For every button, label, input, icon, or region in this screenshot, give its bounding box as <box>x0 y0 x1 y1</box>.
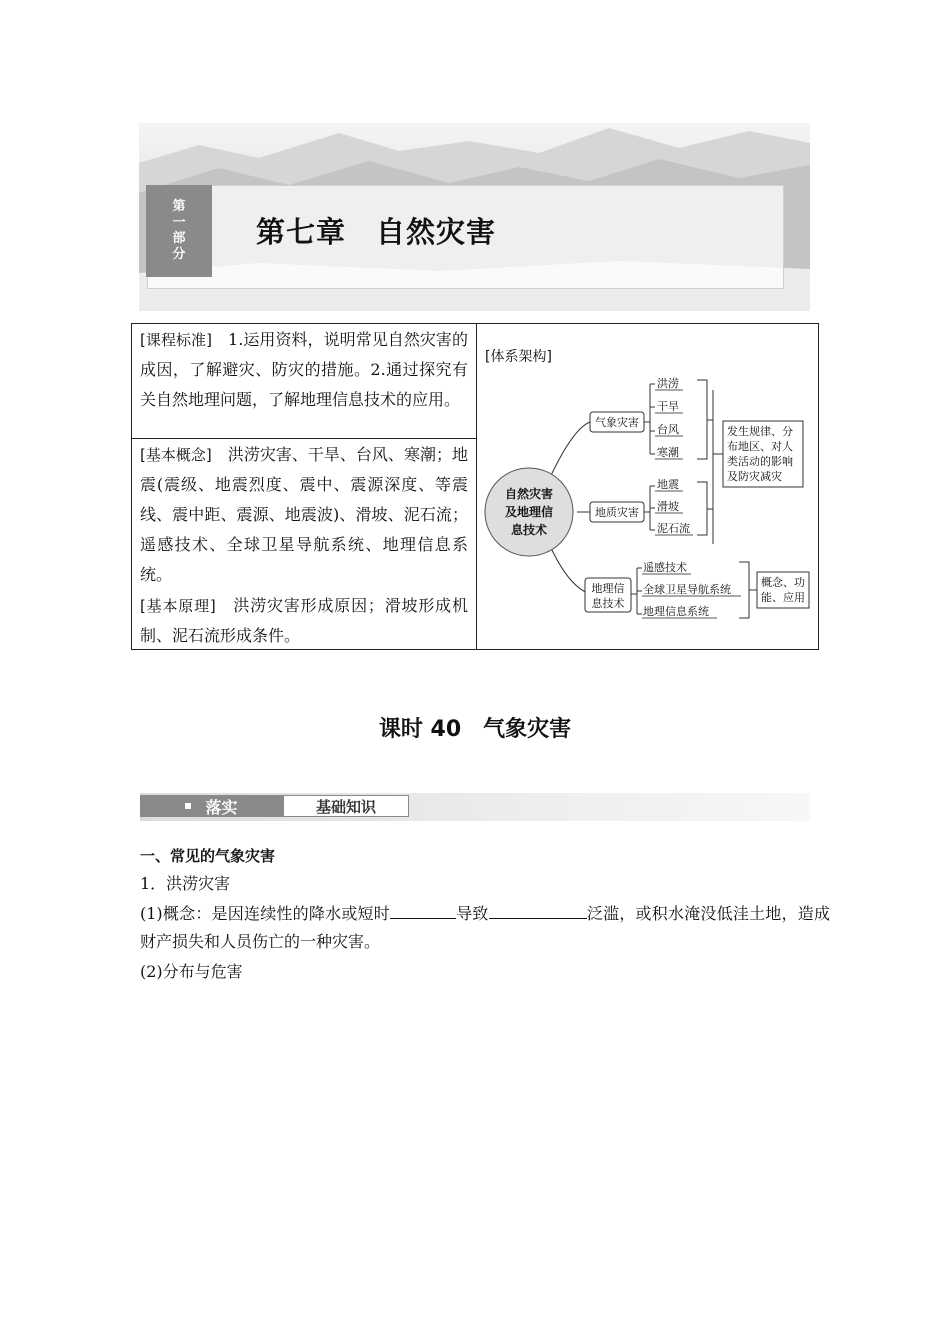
geology-item: 滑坡 <box>657 500 679 513</box>
framework-column <box>477 324 819 649</box>
tech-bracket <box>631 568 642 614</box>
part-tab <box>146 185 212 277</box>
weather-right-bracket <box>697 380 707 459</box>
tech-node-label: 息技术 <box>591 597 625 610</box>
effects-line: 布地区、对人 <box>727 440 793 453</box>
geology-right-bracket <box>697 482 707 535</box>
framework-diagram <box>477 324 819 649</box>
effects-line: 类活动的影响 <box>727 455 793 468</box>
answer-blank[interactable] <box>489 900 587 919</box>
part-char: 部 <box>172 231 186 246</box>
geology-item: 泥石流 <box>657 522 690 535</box>
weather-item: 寒潮 <box>657 446 679 459</box>
center-line: 自然灾害 <box>504 487 554 501</box>
basic-principles-text: 洪涝灾害形成原因；滑坡形成机制、泥石流形成条件。 <box>140 596 468 645</box>
item-flood: 1．洪涝灾害 <box>140 874 231 893</box>
geology-node-label: 地质灾害 <box>595 506 639 519</box>
geology-item: 地震 <box>657 478 679 491</box>
weather-item: 台风 <box>657 423 679 436</box>
tech-item: 遥感技术 <box>643 561 687 574</box>
answer-blank[interactable] <box>390 900 456 919</box>
square-bullet-icon <box>185 803 191 809</box>
connector-weather <box>547 422 590 484</box>
center-line: 息技术 <box>510 523 548 537</box>
concept-part: 泛滥，或积水淹没低洼土地，造成财产损失和人员伤亡的一种灾害。 <box>140 904 830 951</box>
weather-item: 洪涝 <box>657 377 679 390</box>
standards-column <box>132 324 477 649</box>
course-standard-tag: [课程标准] <box>140 331 212 349</box>
basic-concepts-tag: [基本概念] <box>140 446 212 464</box>
basic-principles-tag: [基本原理] <box>140 597 216 615</box>
concept-part: 导致 <box>455 904 489 923</box>
center-line: 及地理信 <box>504 505 554 519</box>
tech-item: 地理信息系统 <box>643 605 709 618</box>
tech-item: 全球卫星导航系统 <box>643 583 731 596</box>
course-standard-text: 1.运用资料，说明常见自然灾害的成因，了解避灾、防灾的措施。2.通过探究有关自然地理问题，了解地理信息技术的应用。 <box>140 330 468 409</box>
concepts-cell <box>132 439 476 649</box>
section-bar <box>140 793 810 821</box>
tech-box-line: 能、应用 <box>761 591 805 604</box>
item-distribution: (2)分布与危害 <box>140 962 243 981</box>
tech-node-label: 地理信 <box>591 582 625 595</box>
lesson-title: 课时 40 气象灾害 <box>378 717 572 742</box>
part-char: 第 <box>172 199 186 214</box>
framework-label: [体系架构] <box>485 349 552 365</box>
section-light-label: 基础知识 <box>283 795 409 817</box>
tech-box-line: 概念、功 <box>761 576 805 589</box>
section-dark-label: 落实 <box>205 797 238 817</box>
weather-item: 干旱 <box>657 400 679 413</box>
part-char: 分 <box>172 247 186 262</box>
weather-bracket <box>644 384 655 454</box>
effects-line: 发生规律、分 <box>727 425 793 438</box>
standards-table <box>131 323 819 650</box>
concept-part: (1)概念：是因连续性的降水或短时 <box>140 904 390 923</box>
part-char: 一 <box>172 215 186 230</box>
basic-concepts-text: 洪涝灾害、干旱、台风、寒潮；地震(震级、地震烈度、震中、震源深度、等震线、震中距、震源、地震波)、滑坡、泥石流；遥感技术、全球卫星导航系统、地理信息系统。 <box>140 445 468 584</box>
section-heading: 一、常见的气象灾害 <box>140 847 276 865</box>
geology-bracket <box>644 486 655 530</box>
tech-right-bracket <box>739 562 757 618</box>
effects-line: 及防灾减灾 <box>727 470 782 483</box>
section-dark-tab <box>140 795 283 817</box>
effects-connector <box>707 390 723 544</box>
chapter-title: 第七章 自然灾害 <box>256 215 497 249</box>
weather-node-label: 气象灾害 <box>595 416 639 429</box>
course-standard-cell <box>132 324 476 439</box>
flood-concept <box>140 900 830 956</box>
